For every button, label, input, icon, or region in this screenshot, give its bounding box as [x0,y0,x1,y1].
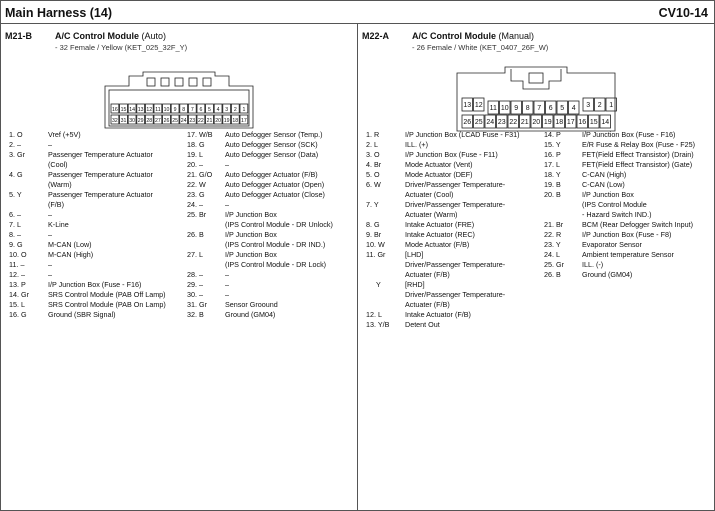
pin-description: ILL. (-) [582,260,604,269]
pin-description: – [225,200,229,209]
connector-diagram-m22a [455,65,617,133]
pin-label: 4. G [9,170,23,179]
pin-description: Evaporator Sensor [582,240,642,249]
pin-label: 28. – [187,270,203,279]
pin-label: 12. L [366,310,382,319]
pin-label: 10. O [9,250,27,259]
pin-description: C-CAN (Low) [582,180,625,189]
pin-description: Ambient temperature Sensor [582,250,674,259]
pin-description: – [48,270,52,279]
pin-label: 13. P [9,280,26,289]
pin-description: Passenger Temperature Actuator [48,170,153,179]
pin-label: 22. W [187,180,206,189]
latch-tab [175,78,183,86]
pin-number: 15 [120,107,127,113]
pin-description: FET(Field Effect Transistor) (Gate) [582,160,693,169]
pin-description: - Hazard Switch IND.) [582,210,652,219]
connector-title-main: A/C Control Module [55,31,139,41]
pin-description: M-CAN (High) [48,250,94,259]
pin-label: 15. Y [544,140,561,149]
pin-label: Y [376,280,381,289]
pin-description: – [225,160,229,169]
pin-number: 11 [155,107,161,113]
pin-number: 25 [172,118,178,124]
connector-title [412,31,534,41]
pin-description: Detent Out [405,320,440,329]
pin-description: Passenger Temperature Actuator [48,150,153,159]
pin-description: Intake Actuator (REC) [405,230,475,239]
connector-title-suffix: (Auto) [139,31,167,41]
pin-number: 15 [589,119,598,126]
pin-label: 15. L [9,300,25,309]
pin-number: 23 [189,118,196,124]
latch-tab [161,78,169,86]
pin-description: Actuater (F/B) [405,270,450,279]
latch-tab [189,78,197,86]
pin-label: 17. W/B [187,130,213,139]
pin-label: 25. Br [187,210,207,219]
pin-description: Sensor Groound [225,300,278,309]
pin-description: Intake Actuator (FRE) [405,220,475,229]
pin-number: 2 [233,107,237,113]
pin-description: – [225,290,229,299]
pin-label: 6. – [9,210,21,219]
pin-number: 20 [532,119,541,126]
latch-tab [147,78,155,86]
pin-label: 17. L [544,160,560,169]
pin-description: Passenger Temperature Actuator [48,190,153,199]
pin-description: – [48,260,52,269]
pin-label: 27. L [187,250,203,259]
connector-title-suffix: (Manual) [496,31,535,41]
pin-description: Driver/Passenger Temperature- [405,200,506,209]
pin-description: Driver/Passenger Temperature- [405,290,506,299]
pin-number: 16 [578,119,587,126]
pin-label: 31. Gr [187,300,207,309]
pin-label: 20. – [187,160,203,169]
pin-label: 10. W [366,240,385,249]
pin-number: 18 [555,119,564,126]
pin-description: Mode Actuator (F/B) [405,240,470,249]
pin-label: 22. R [544,230,562,239]
connector-spec: - 26 Female / White (KET_0407_26F_W) [412,43,549,52]
pin-label: 24. L [544,250,560,259]
pin-description: I/P Junction Box (Fuse - F16) [582,130,676,139]
pin-label: 1. O [9,130,23,139]
pin-description: C-CAN (High) [582,170,627,179]
pin-number: 4 [571,105,576,112]
connector-panel-m21b [1,24,356,510]
pin-label: 21. G/O [187,170,213,179]
pin-label: 8. – [9,230,21,239]
pin-label: 11. Gr [366,250,386,259]
pin-label: 5. O [366,170,380,179]
pin-label: 7. Y [366,200,379,209]
pin-label: 2. L [366,140,378,149]
pin-number: 12 [474,102,483,109]
pin-description: Driver/Passenger Temperature- [405,260,506,269]
pin-number: 13 [137,107,144,113]
pin-label: 32. B [187,310,204,319]
pin-number: 8 [182,107,186,113]
pin-description: I/P Junction Box (LCAD Fuse - F31) [405,130,520,139]
pin-number: 30 [129,118,135,124]
pin-description: I/P Junction Box (Fuse - F16) [48,280,142,289]
pin-number: 22 [509,119,518,126]
pin-label: 6. W [366,180,381,189]
pin-number: 18 [232,118,239,124]
pin-number: 27 [155,118,161,124]
pin-number: 23 [497,119,506,126]
pin-label: 9. Br [366,230,382,239]
pin-number: 22 [198,118,204,124]
pin-description: E/R Fuse & Relay Box (Fuse - F25) [582,140,696,149]
connector-id: M22-A [362,31,390,41]
pin-number: 10 [163,107,170,113]
pin-description: Auto Defogger Sensor (Temp.) [225,130,323,139]
pin-number: 6 [199,107,203,113]
pin-label: 23. Y [544,240,561,249]
pin-description: Auto Defogger Sensor (Data) [225,150,319,159]
pin-description: (IPS Control Module - DR IND.) [225,240,326,249]
pin-description: (IPS Control Module [582,200,647,209]
pin-label: 12. – [9,270,25,279]
pin-description: Ground (GM04) [225,310,276,319]
pin-number: 6 [548,105,553,112]
pin-label: 7. L [9,220,21,229]
pin-number: 4 [216,107,220,113]
pin-description: Auto Defogger Actuator (Open) [225,180,325,189]
pin-number: 24 [486,119,495,126]
pin-description: BCM (Rear Defogger Switch Input) [582,220,694,229]
pin-description: – [48,140,52,149]
pin-number: 31 [120,118,127,124]
pin-description: (F/B) [48,200,64,209]
pin-description: Actuater (Warm) [405,210,458,219]
connector-key [511,69,561,89]
pin-label: 4. Br [366,160,382,169]
pin-number: 13 [463,102,472,109]
pin-label: 18. Y [544,170,561,179]
pin-description: I/P Junction Box [225,210,277,219]
pin-number: 3 [586,102,591,109]
pin-number: 14 [601,119,610,126]
pin-description: FET(Field Effect Transistor) (Drain) [582,150,694,159]
page-title: Main Harness (14) [5,6,112,20]
pin-description: Auto Defogger Actuator (Close) [225,190,325,199]
pin-number: 7 [190,107,194,113]
pin-number: 32 [112,118,118,124]
pin-description: (IPS Control Module - DR Unlock) [225,220,333,229]
pin-label: 3. Gr [9,150,25,159]
pin-description: K-Line [48,220,69,229]
connector-title-main: A/C Control Module [412,31,496,41]
pin-number: 9 [514,105,519,112]
pin-description: Ground (SBR Signal) [48,310,116,319]
pin-label: 24. – [187,200,203,209]
pin-description: I/P Junction Box (Fuse - F11) [405,150,498,159]
pin-label: 26. B [544,270,561,279]
pin-number: 3 [225,107,229,113]
pin-description: – [48,210,52,219]
pin-label: 14. P [544,130,561,139]
pin-description: Vref (+5V) [48,130,81,139]
pin-number: 20 [215,118,221,124]
pin-number: 5 [208,107,211,113]
pin-description: Mode Actuator (Vent) [405,160,473,169]
pin-number: 24 [180,118,187,124]
pin-description: Auto Defogger Actuator (F/B) [225,170,318,179]
pin-label: 30. – [187,290,203,299]
latch-tab [529,73,543,83]
connector-spec: - 32 Female / Yellow (KET_025_32F_Y) [55,43,188,52]
pin-label: 21. Br [544,220,564,229]
connector-id: M21-B [5,31,33,41]
pin-label: 18. G [187,140,205,149]
pin-label: 19. B [544,180,561,189]
pin-label: 19. L [187,150,203,159]
pin-description: – [225,280,229,289]
pin-description: SRS Control Module (PAB Off Lamp) [48,290,166,299]
pin-description: Actuater (F/B) [405,300,450,309]
pin-description: (Warm) [48,180,72,189]
pin-label: 20. B [544,190,561,199]
pin-number: 2 [597,102,602,109]
pin-label: 14. Gr [9,290,29,299]
pin-number: 29 [137,118,144,124]
pin-label: 13. Y/B [366,320,390,329]
connector-diagram-m21b [103,68,255,130]
pin-number: 1 [242,107,246,113]
pin-description: ILL. (+) [405,140,428,149]
pin-number: 5 [560,105,565,112]
connector-panel-m22a [358,24,713,510]
pin-description: I/P Junction Box (Fuse - F8) [582,230,672,239]
pin-label: 1. R [366,130,380,139]
pin-label: 5. Y [9,190,22,199]
pin-number: 7 [537,105,542,112]
pin-number: 17 [241,118,247,124]
pin-label: 23. G [187,190,205,199]
pin-description: M-CAN (Low) [48,240,92,249]
pin-number: 26 [463,119,472,126]
pin-label: 9. G [9,240,23,249]
pin-description: Driver/Passenger Temperature- [405,180,506,189]
pin-number: 16 [112,107,118,113]
pin-number: 28 [146,118,153,124]
pin-description: Actuater (Cool) [405,190,454,199]
pin-description: Ground (GM04) [582,270,633,279]
page-header [1,1,714,23]
pin-description: [RHD] [405,280,425,289]
pin-label: 16. G [9,310,27,319]
pin-label: 8. G [366,220,380,229]
pin-number: 19 [543,119,552,126]
pin-number: 8 [525,105,530,112]
pin-number: 1 [609,102,614,109]
connector-title [55,31,166,41]
pin-description: – [225,270,229,279]
pin-number: 17 [566,119,575,126]
pin-number: 26 [163,118,170,124]
pin-label: 2. – [9,140,21,149]
pin-description: I/P Junction Box [225,250,277,259]
pin-number: 9 [173,107,177,113]
pin-label: 11. – [9,260,25,269]
pin-label: 26. B [187,230,204,239]
latch-tab [203,78,211,86]
pin-number: 19 [223,118,230,124]
pin-description: (Cool) [48,160,68,169]
pin-label: 3. O [366,150,380,159]
pin-label: 25. Gr [544,260,564,269]
pin-number: 21 [206,118,213,124]
pin-number: 14 [129,107,135,113]
pin-label: 29. – [187,280,203,289]
pin-number: 25 [474,119,483,126]
pin-description: Intake Actuator (F/B) [405,310,471,319]
pin-number: 11 [489,105,497,112]
pin-description: I/P Junction Box [582,190,634,199]
pin-label: 16. P [544,150,561,159]
pin-number: 10 [500,105,509,112]
pin-number: 21 [520,119,529,126]
pin-description: I/P Junction Box [225,230,277,239]
page-code: CV10-14 [658,6,708,20]
pin-description: Mode Actuator (DEF) [405,170,473,179]
pin-description: Auto Defogger Sensor (SCK) [225,140,318,149]
pin-description: SRS Control Module (PAB On Lamp) [48,300,166,309]
pin-description: [LHD] [405,250,424,259]
pin-description: – [48,230,52,239]
pin-description: (IPS Control Module - DR Lock) [225,260,327,269]
pin-number: 12 [146,107,153,113]
